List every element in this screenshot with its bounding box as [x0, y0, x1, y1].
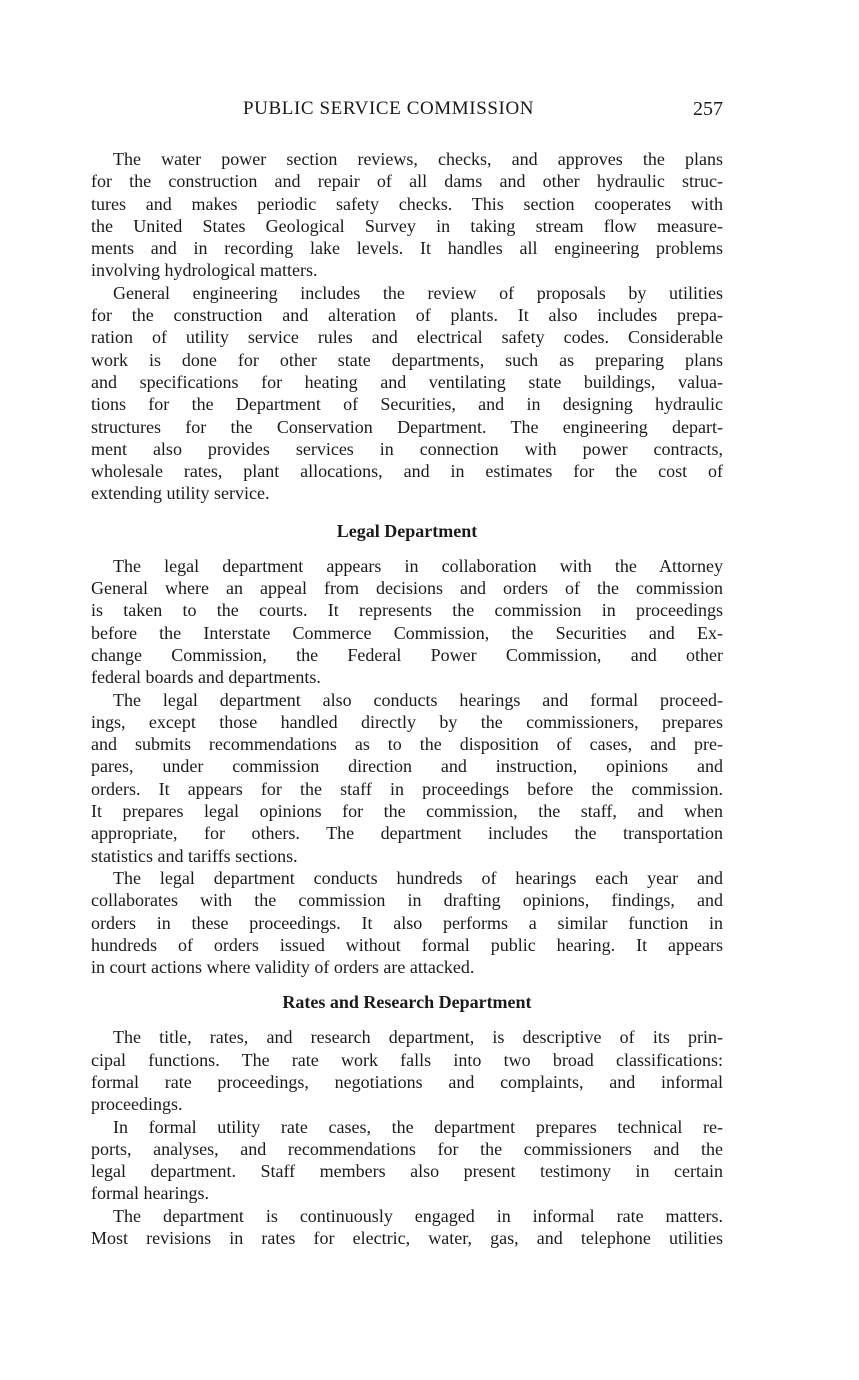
text-line: ports, analyses, and recommendations for the commissioners and the: [91, 1138, 723, 1159]
text-line: pares, under commission direction and instruction, opinions and: [91, 756, 723, 777]
text-line: for the construction and alteration of plants. It also includes prepa-: [91, 305, 723, 326]
text-line: before the Interstate Commerce Commission, the Securities and Ex-: [91, 622, 723, 643]
paragraph: [91, 555, 723, 689]
paragraph: [91, 1026, 723, 1115]
paragraph: [91, 867, 723, 978]
paragraph: [91, 148, 723, 282]
paragraph: [91, 282, 723, 505]
text-line: formal rate proceedings, negotiations and complaints, and informal: [91, 1071, 723, 1092]
paragraph: [91, 1205, 723, 1250]
text-line: ments and in recording lake levels. It handles all engineering problems: [91, 238, 723, 259]
text-line: involving hydrological matters.: [91, 260, 318, 281]
text-line: In formal utility rate cases, the department prepares technical re-: [113, 1116, 723, 1137]
text-line: ings, except those handled directly by the commissioners, prepares: [91, 711, 723, 732]
text-line: The legal department also conducts hearings and formal proceed-: [113, 689, 723, 710]
text-line: extending utility service.: [91, 483, 270, 504]
text-line: statistics and tariffs sections.: [91, 845, 298, 866]
text-line: wholesale rates, plant allocations, and in estimates for the cost of: [91, 461, 723, 482]
body-text: [91, 148, 723, 1249]
text-line: ration of utility service rules and electrical safety codes. Considerable: [91, 327, 723, 348]
section-heading: Legal Department: [336, 520, 478, 541]
text-line: collaborates with the commission in drafting opinions, findings, and: [91, 890, 723, 911]
text-line: The water power section reviews, checks, and approves the plans: [113, 149, 723, 169]
text-line: and submits recommendations as to the disposition of cases, and pre-: [91, 734, 723, 755]
text-line: legal department. Staff members also present testimony in certain: [91, 1161, 723, 1182]
text-line: hundreds of orders issued without formal public hearing. It appears: [91, 934, 723, 955]
text-line: structures for the Conservation Department. The engineering depart-: [91, 416, 723, 437]
text-line: It prepares legal opinions for the commission, the staff, and when: [91, 801, 723, 822]
text-line: General where an appeal from decisions and orders of the commission: [91, 578, 723, 599]
text-line: appropriate, for others. The department includes the transportation: [91, 823, 723, 844]
text-line: cipal functions. The rate work falls into two broad classifications:: [91, 1049, 723, 1070]
text-line: tions for the Department of Securities, and in designing hydraulic: [91, 394, 723, 415]
running-title: PUBLIC SERVICE COMMISSION: [243, 98, 535, 119]
text-line: ment also provides services in connection with power contracts,: [91, 438, 723, 459]
text-line: The legal department conducts hundreds of hearings each year and: [113, 867, 723, 888]
text-line: proceedings.: [91, 1094, 183, 1115]
text-line: The department is continuously engaged in informal rate matters.: [113, 1205, 723, 1226]
paragraph: [91, 1116, 723, 1205]
text-line: the United States Geological Survey in taking stream flow measure-: [91, 215, 723, 236]
page-number: 257: [693, 98, 723, 120]
paragraph: [91, 689, 723, 867]
text-line: orders. It appears for the staff in proceedings before the commission.: [91, 778, 723, 799]
text-line: work is done for other state departments, such as preparing plans: [91, 349, 723, 370]
text-line: Most revisions in rates for electric, water, gas, and telephone utilities: [91, 1228, 723, 1249]
text-line: is taken to the courts. It represents the commission in proceedings: [91, 600, 723, 621]
text-line: in court actions where validity of orders are attacked.: [91, 957, 475, 978]
text-line: change Commission, the Federal Power Commission, and other: [91, 644, 723, 665]
section-heading: Rates and Research Department: [282, 992, 532, 1013]
text-line: tures and makes periodic safety checks. This section cooperates with: [91, 193, 723, 214]
text-line: and specifications for heating and ventilating state buildings, valua-: [91, 371, 723, 392]
text-line: The legal department appears in collaboration with the Attorney: [113, 555, 723, 576]
text-line: General engineering includes the review of proposals by utilities: [113, 282, 723, 303]
text-line: The title, rates, and research department, is descriptive of its prin-: [113, 1027, 723, 1048]
text-line: federal boards and departments.: [91, 667, 321, 688]
running-head: [91, 98, 723, 126]
text-line: orders in these proceedings. It also performs a similar function in: [91, 912, 723, 933]
text-line: formal hearings.: [91, 1183, 209, 1204]
text-line: for the construction and repair of all dams and other hydraulic struc-: [91, 171, 723, 192]
